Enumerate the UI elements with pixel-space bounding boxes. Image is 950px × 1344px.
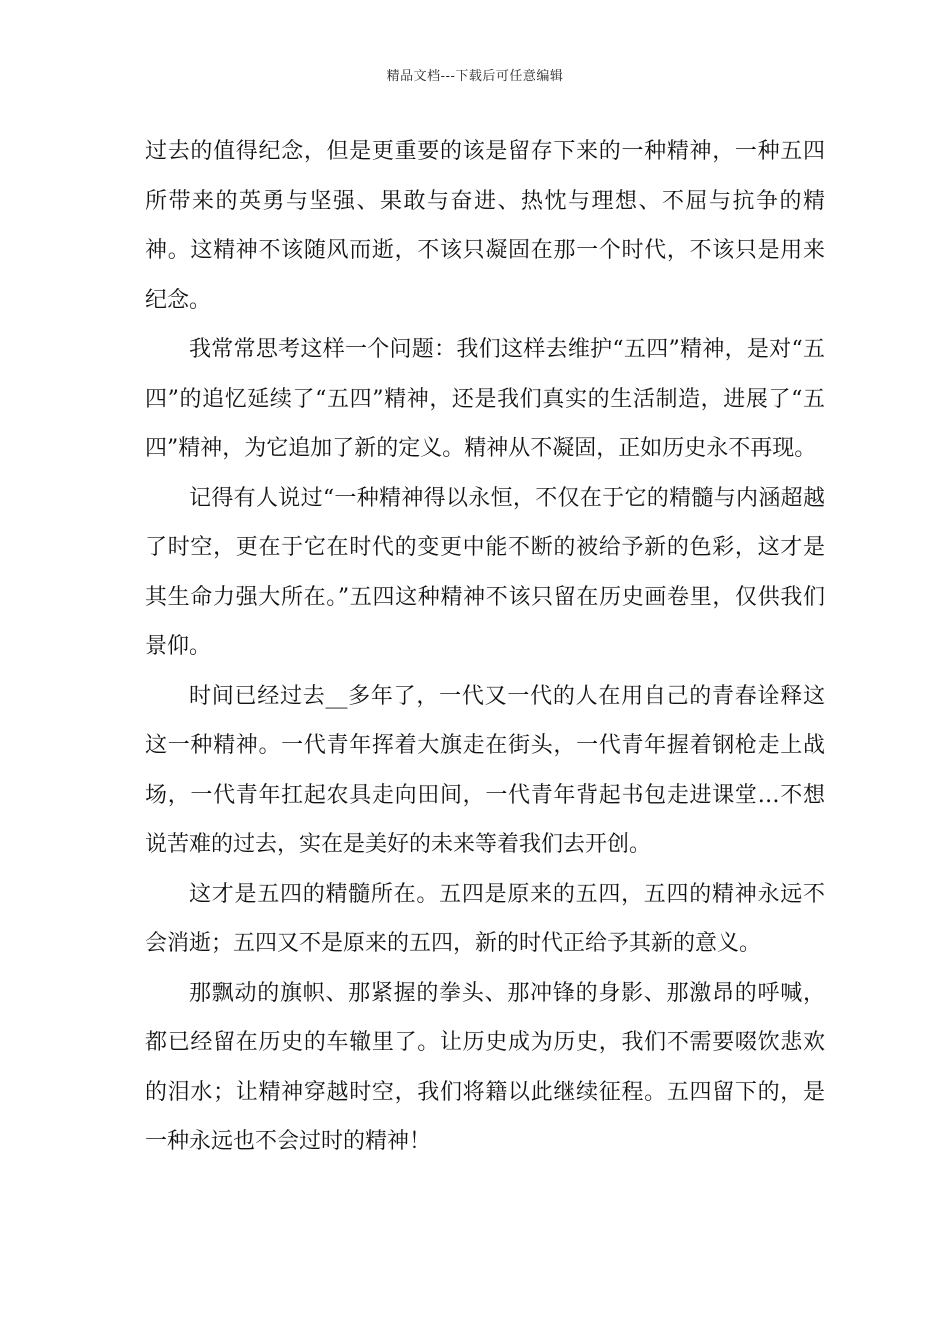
paragraph-6: 那飘动的旗帜、那紧握的拳头、那冲锋的身影、那激昂的呼喊，都已经留在历史的车辙里了。让历史成为历史，我们不需要啜饮悲欢的泪水；让精神穿越时空，我们将籍以此继续征程。五四留下的，是一种永远也不会过时的精神！ xyxy=(145,980,825,1154)
paragraph-5: 这才是五四的精髓所在。五四是原来的五四，五四的精神永远不会消逝；五四又不是原来的五四，新的时代正给予其新的意义。 xyxy=(145,881,825,956)
page-header: 精品文档---下载后可任意编辑 xyxy=(386,69,564,84)
paragraph-2: 我常常思考这样一个问题：我们这样去维护“五四”精神，是对“五四”的追忆延续了“五四”精神，还是我们真实的生活制造，进展了“五四”精神，为它追加了新的定义。精神从不凝固，正如历史永不再现。 xyxy=(145,337,825,461)
paragraph-1: 过去的值得纪念，但是更重要的该是留存下来的一种精神，一种五四所带来的英勇与坚强、果敢与奋进、热忱与理想、不屈与抗争的精神。这精神不该随风而逝，不该只凝固在那一个时代，不该只是用来纪念。 xyxy=(145,139,825,313)
document-body xyxy=(145,127,825,1167)
paragraph-4: 时间已经过去__多年了，一代又一代的人在用自己的青春诠释这这一种精神。一代青年挥着大旗走在街头，一代青年握着钢枪走上战场，一代青年扛起农具走向田间，一代青年背起书包走进课堂…不想说苦难的过去，实在是美好的未来等着我们去开创。 xyxy=(145,683,825,857)
paragraph-3: 记得有人说过“一种精神得以永恒，不仅在于它的精髓与内涵超越了时空，更在于它在时代的变更中能不断的被给予新的色彩，这才是其生命力强大所在。”五四这种精神不该只留在历史画卷里，仅供我们景仰。 xyxy=(145,485,825,659)
